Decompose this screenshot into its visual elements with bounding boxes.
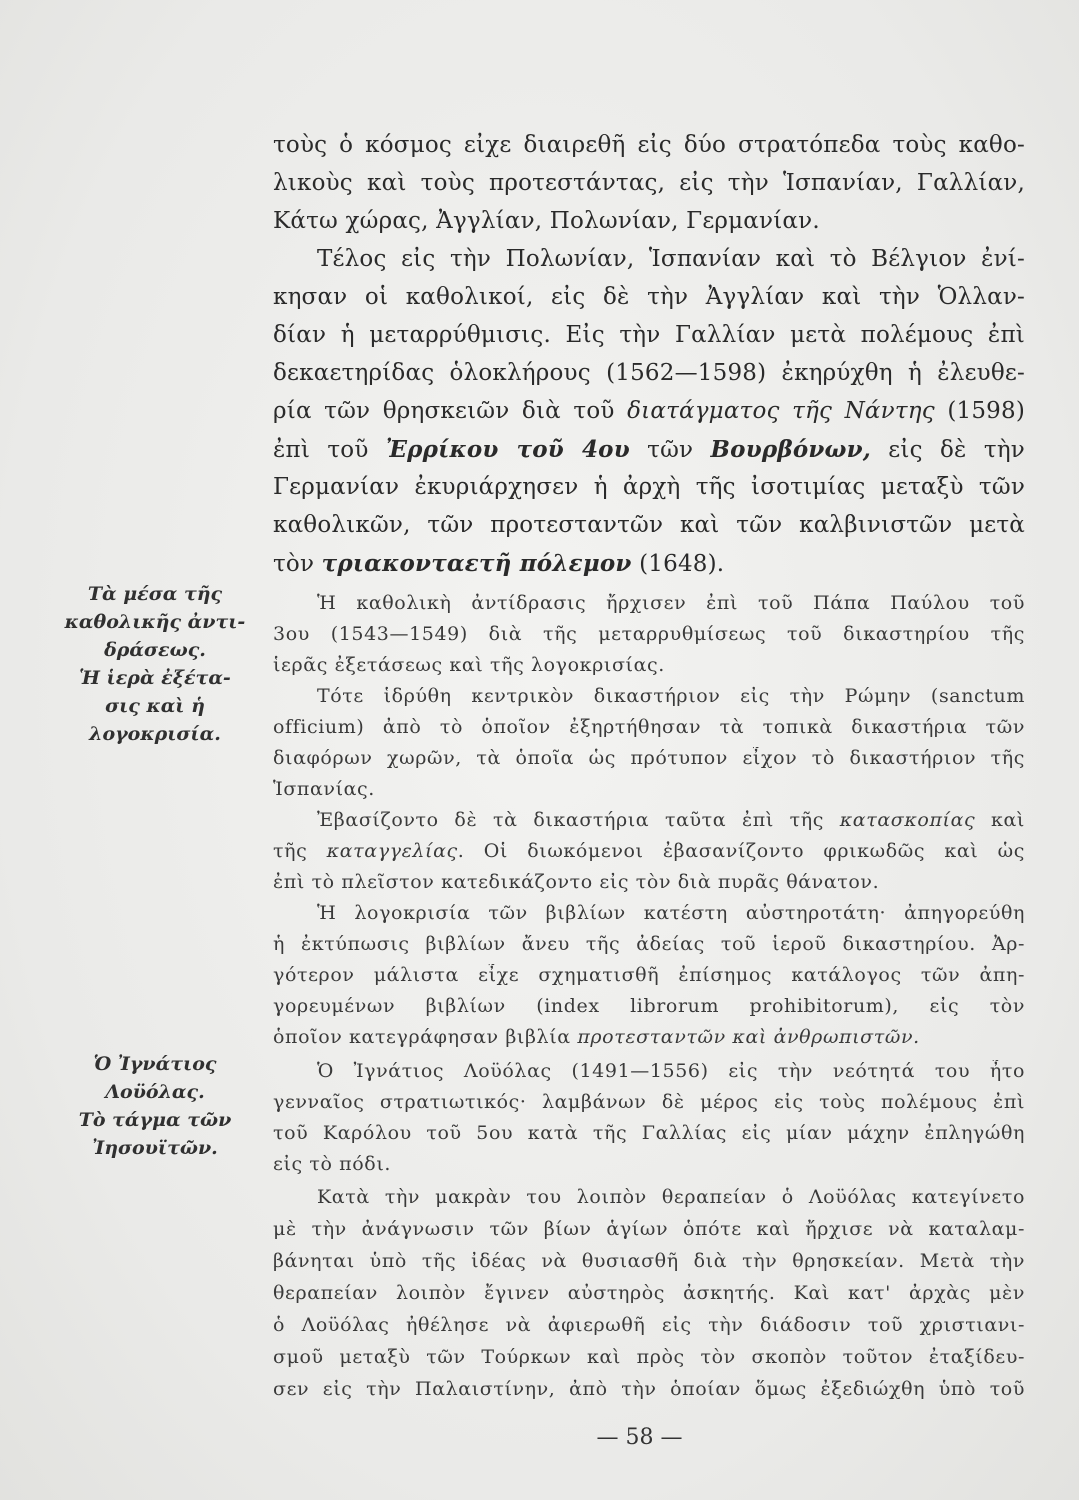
margin-note-line: Τὸ τάγμα τῶν (78, 1109, 232, 1131)
text-line: σεν εἰς τὴν Παλαιστίνην, ἀπὸ τὴν ὁποίαν ὅμως ἐξεδιώχθη ὑπὸ τοῦ (273, 1378, 1025, 1400)
text-line (273, 1026, 1025, 1048)
text-line: τοὺς ὁ κόσμος εἶχε διαιρεθῆ εἰς δύο στρατόπεδα τοὺς καθο- (273, 132, 1025, 158)
text-line (273, 398, 1025, 424)
text-line: ἱερᾶς ἐξετάσεως καὶ τῆς λογοκρισίας. (273, 654, 665, 676)
margin-note-line: Ἡ ἱερὰ ἐξέτα- (79, 667, 231, 689)
text-line: Ὁ Ἰγνάτιος Λοϋόλας (1491—1556) εἰς τὴν νεότητά του ἦτο (317, 1060, 1025, 1082)
emphasis-thirty-years-war: τριακονταετῆ πόλεμον (321, 550, 632, 577)
text-line: Κατὰ τὴν μακρὰν του λοιπὸν θεραπείαν ὁ Λοϋόλας κατεγίνετο (317, 1186, 1025, 1208)
text-span: Ἐβασίζοντο δὲ τὰ δικαστήρια ταῦτα ἐπὶ τῆς (317, 809, 840, 831)
emphasis-edict-of-nantes: διατάγματος τῆς Νάντης (627, 398, 935, 424)
margin-note-line: Ἰησουϊτῶν. (92, 1137, 218, 1159)
text-span: τῶν (629, 437, 711, 463)
margin-note-line: καθολικῆς ἀντι- (64, 611, 246, 633)
text-span: (1598) (934, 398, 1025, 424)
text-line: καθολικῶν, τῶν προτεσταντῶν καὶ τῶν καλβινιστῶν μετὰ (273, 512, 1025, 538)
text-span: ὁποῖον κατεγράφησαν βιβλία (273, 1026, 578, 1048)
text-line: σμοῦ μεταξὺ τῶν Τούρκων καὶ πρὸς τὸν σκοπὸν τοῦτον ἐταξίδευ- (273, 1346, 1025, 1368)
margin-note-line: σις καὶ ἡ (105, 695, 205, 717)
text-line: κησαν οἱ καθολικοί, εἰς δὲ τὴν Ἀγγλίαν καὶ τὴν Ὁλλαν- (273, 284, 1025, 310)
margin-note-loyola (60, 1050, 250, 1162)
text-line: τοῦ Καρόλου τοῦ 5ου κατὰ τῆς Γαλλίας εἰς μίαν μάχην ἐπληγώθη (273, 1122, 1025, 1144)
text-line: 3ου (1543—1549) διὰ τῆς μεταρρυθμίσεως τοῦ δικαστηρίου τῆς (273, 623, 1025, 645)
text-line: βάνηται ὑπὸ τῆς ἰδέας νὰ θυσιασθῆ διὰ τὴν θρησκείαν. Μετὰ τὴν (273, 1250, 1025, 1272)
page-number: — 58 — (596, 1425, 683, 1450)
text-line (273, 550, 1025, 577)
text-line: δίαν ἡ μεταρρύθμισις. Εἰς τὴν Γαλλίαν μετὰ πολέμους ἐπὶ (273, 322, 1025, 348)
text-span: (1648). (631, 551, 725, 577)
text-line: ἐπὶ τὸ πλεῖστον κατεδικάζοντο εἰς τὸν διὰ πυρᾶς θάνατον. (273, 871, 880, 893)
margin-note-catholic-reaction (60, 580, 250, 748)
text-span: καὶ (975, 809, 1025, 831)
text-line: διαφόρων χωρῶν, τὰ ὁποῖα ὡς πρότυπον εἶχον τὸ δικαστήριον τῆς (273, 747, 1025, 769)
text-span: τῆς (273, 840, 327, 862)
text-line: ἡ ἐκτύπωσις βιβλίων ἄνευ τῆς ἀδείας τοῦ ἱεροῦ δικαστηρίου. Ἀρ- (273, 933, 1025, 955)
margin-note-line: λογοκρισία. (89, 723, 221, 745)
text-line: γενναῖος στρατιωτικός· λαμβάνων δὲ μέρος εἰς τοὺς πολέμους ἐπὶ (273, 1091, 1025, 1113)
text-line: Τέλος εἰς τὴν Πολωνίαν, Ἱσπανίαν καὶ τὸ Βέλγιον ἐνί- (317, 246, 1025, 272)
text-span: εἰς δὲ τὴν (871, 437, 1025, 463)
text-line: δεκαετηρίδας ὁλοκλήρους (1562—1598) ἐκηρύχθη ἡ ἐλευθε- (273, 360, 1025, 386)
emphasis-henry-iv: Ἐρρίκου τοῦ 4ου (385, 436, 630, 463)
text-span: . Οἱ διωκόμενοι ἐβασανίζοντο φρικωδῶς καὶ ὡς (457, 840, 1025, 862)
margin-note-line: δράσεως. (104, 639, 206, 661)
text-span: ρία τῶν θρησκειῶν διὰ τοῦ (273, 398, 628, 424)
text-span: ἐπὶ τοῦ (273, 437, 386, 463)
margin-note-line: Τὰ μέσα τῆς (87, 583, 223, 605)
text-line: Κάτω χώρας, Ἀγγλίαν, Πολωνίαν, Γερμανίαν. (273, 208, 820, 234)
text-line: λικοὺς καὶ τοὺς προτεστάντας, εἰς τὴν Ἱσπανίαν, Γαλλίαν, (273, 170, 1025, 196)
margin-note-line: Λοϋόλας. (105, 1081, 205, 1103)
text-line: μὲ τὴν ἀνάγνωσιν τῶν βίων ἁγίων ὁπότε καὶ ἤρχισε νὰ καταλαμ- (273, 1218, 1025, 1240)
text-line (273, 809, 1025, 831)
text-line: Ἡ λογοκρισία τῶν βιβλίων κατέστη αὐστηροτάτη· ἀπηγορεύθη (317, 902, 1025, 924)
text-span: τὸν (273, 551, 322, 577)
emphasis-bourbons: Βουρβόνων, (710, 436, 871, 463)
text-line: Ἱσπανίας. (273, 778, 375, 800)
text-line (273, 436, 1025, 463)
text-line: Τότε ἱδρύθη κεντρικὸν δικαστήριον εἰς τὴν Ρώμην (sanctum (317, 685, 1025, 707)
text-line: γορευμένων βιβλίων (index librorum prohibitorum), εἰς τὸν (273, 995, 1025, 1017)
text-line (273, 840, 1025, 862)
text-line: θεραπείαν λοιπὸν ἔγινεν αὐστηρὸς ἀσκητής. Καὶ κατ' ἀρχὰς μὲν (273, 1282, 1025, 1304)
emphasis-espionage: κατασκοπίας (839, 809, 976, 831)
text-line: Γερμανίαν ἐκυριάρχησεν ἡ ἀρχὴ τῆς ἰσοτιμίας μεταξὺ τῶν (273, 474, 1025, 500)
text-line: officium) ἀπὸ τὸ ὁποῖον ἐξηρτήθησαν τὰ τοπικὰ δικαστήρια τῶν (273, 716, 1025, 738)
text-line: γότερον μάλιστα εἶχε σχηματισθῆ ἐπίσημος κατάλογος τῶν ἀπη- (273, 964, 1025, 986)
margin-note-line: Ὁ Ἰγνάτιος (93, 1053, 217, 1075)
text-line: Ἡ καθολικὴ ἀντίδρασις ἤρχισεν ἐπὶ τοῦ Πάπα Παύλου τοῦ (317, 592, 1025, 614)
emphasis-protestants-humanists: προτεσταντῶν καὶ ἀνθρωπιστῶν. (577, 1026, 920, 1048)
text-line: εἰς τὸ πόδι. (273, 1153, 392, 1175)
text-line: ὁ Λοϋόλας ἠθέλησε νὰ ἀφιερωθῆ εἰς τὴν διάδοσιν τοῦ χριστιανι- (273, 1314, 1025, 1336)
emphasis-denunciation: καταγγελίας (326, 840, 458, 862)
